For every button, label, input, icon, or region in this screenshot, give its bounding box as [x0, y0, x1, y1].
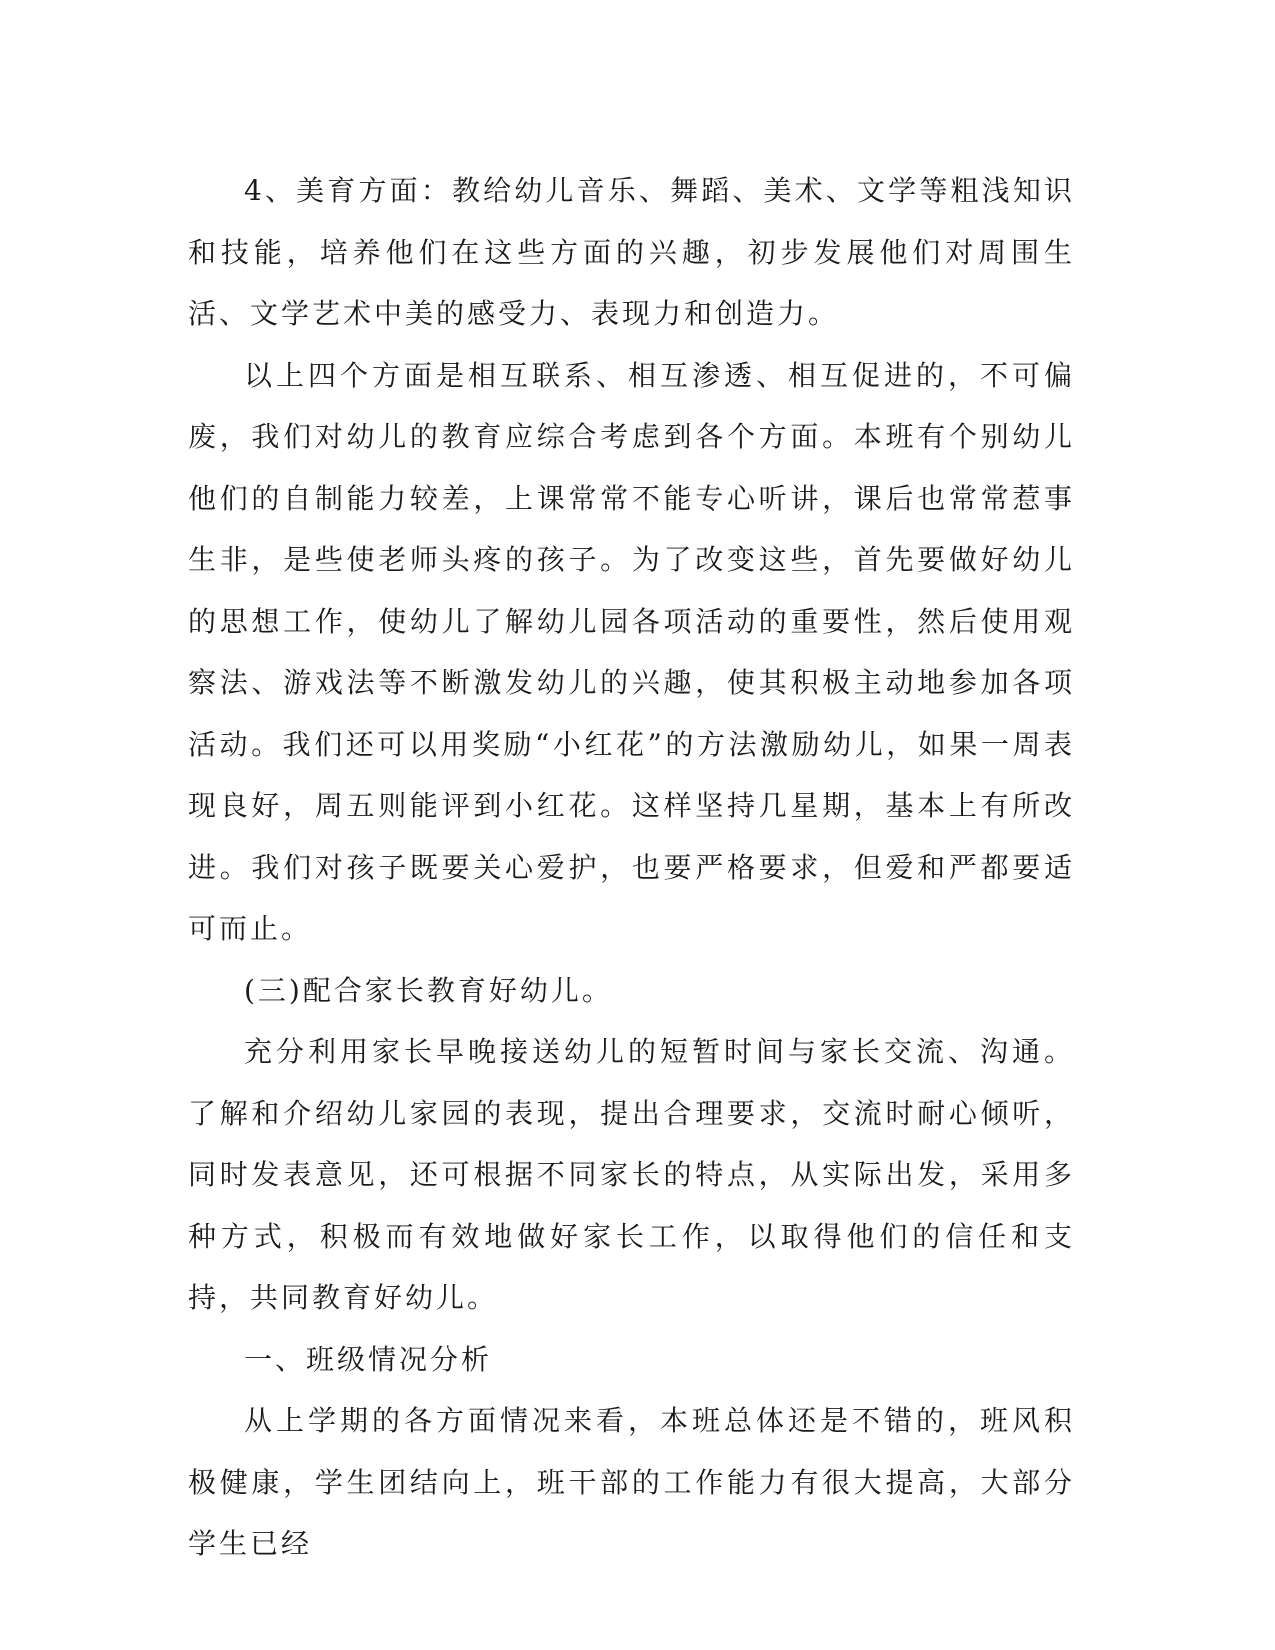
document-body	[188, 160, 1075, 1575]
paragraph-class-situation: 从上学期的各方面情况来看，本班总体还是不错的，班风积极健康，学生团结向上，班干部的工作能力有很大提高，大部分学生已经	[188, 1404, 1075, 1560]
section-heading-class-analysis: 一、班级情况分析	[244, 1342, 493, 1376]
paragraph-four-aspects: 以上四个方面是相互联系、相互渗透、相互促进的，不可偏废，我们对幼儿的教育应综合考虑到各个方面。本班有个别幼儿他们的自制能力较差，上课常常不能专心听讲，课后也常常惹事生非，是些使老师头疼的孩子。为了改变这些，首先要做好幼儿的思想工作，使幼儿了解幼儿园各项活动的重要性，然后使用观察法、游戏法等不断激发幼儿的兴趣，使其积极主动地参加各项活动。我们还可以用奖励“小红花”的方法激励幼儿，如果一周表现良好，周五则能评到小红花。这样坚持几星期，基本上有所改进。我们对孩子既要关心爱护，也要严格要求，但爱和严都要适可而止。	[188, 358, 1075, 945]
section-heading-parent-cooperation: (三)配合家长教育好幼儿。	[244, 973, 613, 1007]
paragraph-parent-communication: 充分利用家长早晚接送幼儿的短暂时间与家长交流、沟通。了解和介绍幼儿家园的表现，提出合理要求，交流时耐心倾听，同时发表意见，还可根据不同家长的特点，从实际出发，采用多种方式，积极而有效地做好家长工作，以取得他们的信任和支持，共同教育好幼儿。	[188, 1035, 1075, 1314]
paragraph-aesthetic-education: 4、美育方面：教给幼儿音乐、舞蹈、美术、文学等粗浅知识和技能，培养他们在这些方面的兴趣，初步发展他们对周围生活、文学艺术中美的感受力、表现力和创造力。	[188, 174, 1075, 330]
